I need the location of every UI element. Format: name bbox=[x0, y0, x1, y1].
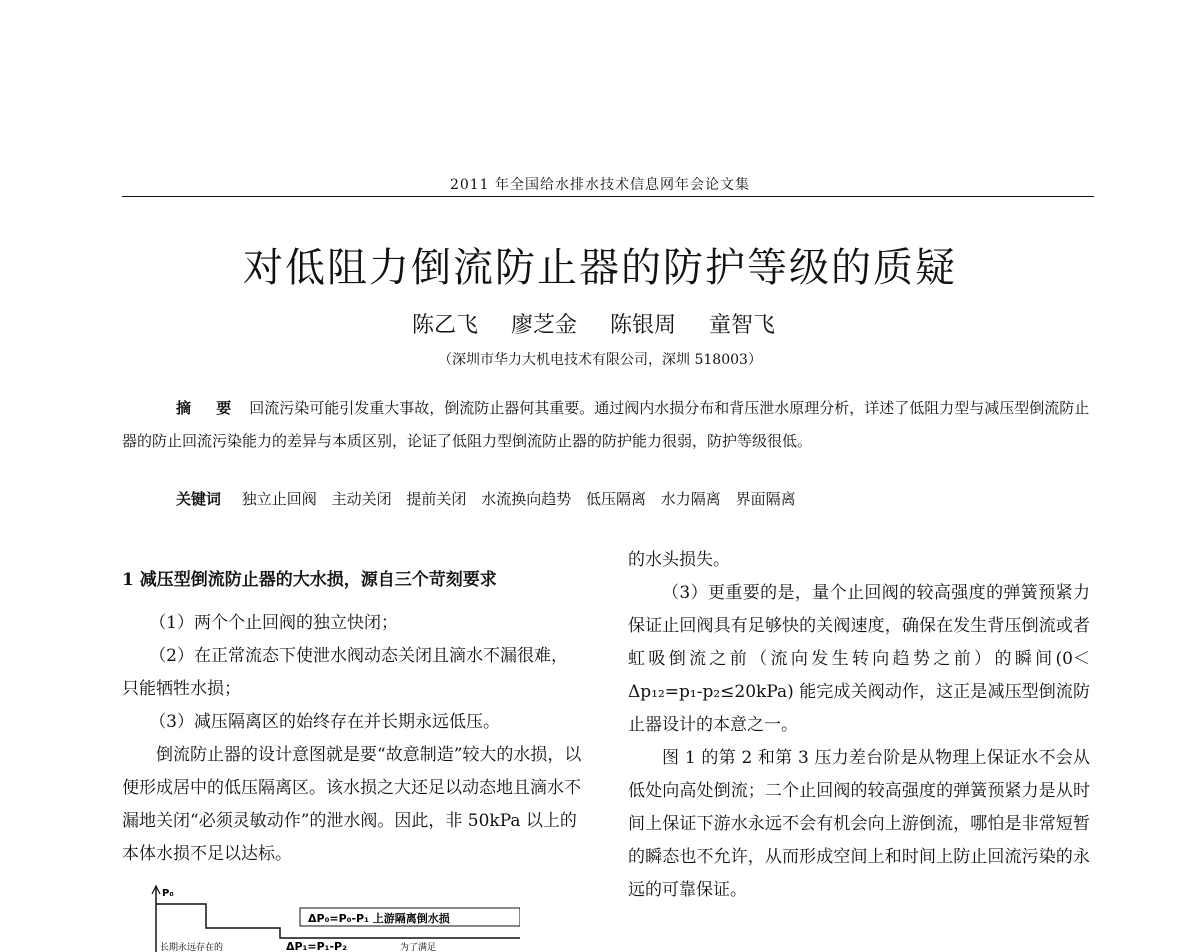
abstract bbox=[122, 392, 1094, 458]
author-list bbox=[412, 308, 801, 339]
author: 童智飞 bbox=[709, 313, 776, 338]
figure-label-left: 长期永远存在的 bbox=[160, 943, 224, 952]
section-heading: 1 减压型倒流防止器的大水损，源自三个苛刻要求 bbox=[122, 570, 497, 590]
author: 陈乙飞 bbox=[412, 313, 479, 338]
header-rule bbox=[122, 196, 1094, 197]
list-item: （2）在正常流态下使泄水阀动态关闭且滴水不漏很难，只能牺牲水损； bbox=[122, 646, 569, 699]
list-item: （1）两个个止回阀的独立快闭； bbox=[149, 613, 399, 633]
keyword: 水力隔离 bbox=[660, 490, 721, 508]
list-item: （3）减压隔离区的始终存在并长期永远低压。 bbox=[149, 712, 501, 732]
figure-1-pressure-diagram bbox=[150, 884, 520, 952]
body-paragraph: 图 1 的第 2 和第 3 压力差台阶是从物理上保证水不会从低处向高处倒流；二个止回阀的较高强度的弹簧预紧力是从时间上保证下游水永远不会有机会向上游倒流，哪怕是非常短暂的瞬态也不允许，从而形成空间上和时间上防止回流污染的永远的可靠保证。 bbox=[628, 748, 1090, 900]
figure-label-mid: ΔP₁=P₁-P₂ bbox=[286, 940, 347, 952]
author: 陈银周 bbox=[610, 313, 677, 338]
right-column bbox=[628, 544, 1090, 907]
keywords-label: 关键词 bbox=[176, 490, 222, 508]
figure-label-top: ΔP₀=P₀-P₁ 上游隔离倒水损 bbox=[308, 912, 450, 925]
keyword: 低压隔离 bbox=[585, 490, 646, 508]
left-column bbox=[122, 556, 584, 871]
keyword: 界面隔离 bbox=[735, 490, 796, 508]
body-paragraph: 的水头损失。 bbox=[628, 550, 730, 570]
body-paragraph: 倒流防止器的设计意图就是要“故意制造”较大的水损，以便形成居中的低压隔离区。该水损之大还足以动态地且滴水不漏地关闭“必须灵敏动作”的泄水阀。因此，非 50kPa 以上的本体水损不足以达标。 bbox=[122, 745, 582, 864]
keyword: 独立止回阀 bbox=[241, 490, 317, 508]
figure-label-right: 为了满足 bbox=[400, 943, 437, 952]
body-paragraph: （3）更重要的是，量个止回阀的较高强度的弹簧预紧力保证止回阀具有足够快的关阀速度，确保在发生背压倒流或者虹吸倒流之前（流向发生转向趋势之前）的瞬间(0＜Δp₁₂=p₁-p₂≤20kPa) 能完成关阀动作，这正是减压型倒流防止器设计的本意之一。 bbox=[628, 583, 1090, 735]
keyword: 主动关闭 bbox=[331, 490, 392, 508]
keyword: 水流换向趋势 bbox=[481, 490, 572, 508]
figure-axis-label: P₀ bbox=[162, 888, 174, 899]
abstract-label: 摘 要 bbox=[176, 399, 242, 417]
keyword: 提前关闭 bbox=[406, 490, 467, 508]
author: 廖芝金 bbox=[511, 313, 578, 338]
affiliation: （深圳市华力大机电技术有限公司，深圳 518003） bbox=[438, 352, 762, 368]
keywords bbox=[176, 488, 806, 509]
running-header: 2011 年全国给水排水技术信息网年会论文集 bbox=[449, 177, 751, 193]
paper-title: 对低阻力倒流防止器的防护等级的质疑 bbox=[243, 245, 957, 291]
abstract-text: 回流污染可能引发重大事故，倒流防止器何其重要。通过阀内水损分布和背压泄水原理分析，详述了低阻力型与减压型倒流防止器的防止回流污染能力的差异与本质区别，论证了低阻力型倒流防止器的防护能力很弱，防护等级很低。 bbox=[122, 399, 1090, 450]
